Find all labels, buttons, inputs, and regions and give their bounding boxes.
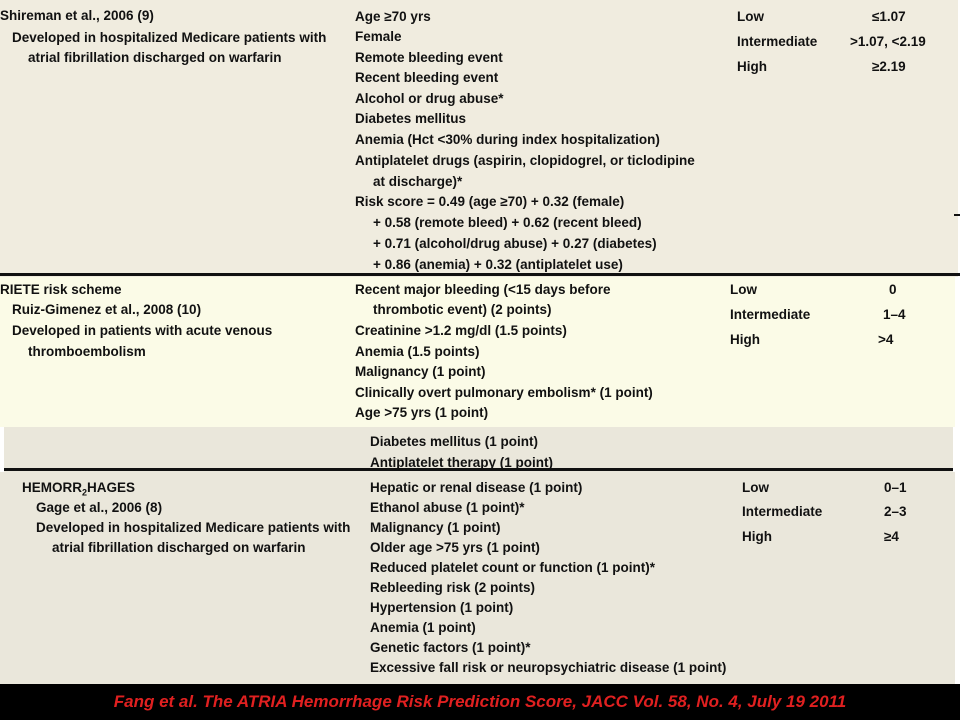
shireman-study-line-1: Developed in hospitalized Medicare patients with [12,30,327,45]
riete-study-line-2: Developed in patients with acute venous [12,323,273,338]
shireman-study-line-2: atrial fibrillation discharged on warfarin [28,50,282,65]
shireman-factor: + 0.86 (anemia) + 0.32 (antiplatelet use) [373,257,623,272]
hemorrhages-study-line-1: Gage et al., 2006 (8) [36,500,163,515]
shireman-factor: Age ≥70 yrs [355,9,431,24]
hemorrhages-study-line-2: Developed in hospitalized Medicare patients with [36,520,351,535]
hemorrhages-category-value: 0–1 [884,480,907,495]
riete-title: RIETE risk scheme [0,282,122,297]
hemorrhages-category-label: Intermediate [742,504,823,519]
hemorrhages-factor: Reduced platelet count or function (1 point)* [370,560,655,575]
citation-text: Fang et al. The ATRIA Hemorrhage Risk Prediction Score, JACC Vol. 58, No. 4, July 19 2011 [113,692,847,711]
hemorrhages-category-value: 2–3 [884,504,907,519]
riete-category-label: Low [730,282,757,297]
hemorrhages-factor: Genetic factors (1 point)* [370,640,531,655]
shireman-factor: Antiplatelet drugs (aspirin, clopidogrel, or ticlodipine [355,153,695,168]
shireman-factor: Recent bleeding event [355,70,499,85]
riete-factor: Creatinine >1.2 mg/dl (1.5 points) [355,323,567,338]
riete-factor: Malignancy (1 point) [355,364,486,379]
divider-top [0,273,960,276]
riete-factor: Recent major bleeding (<15 days before [355,282,611,297]
hemorrhages-factor: Older age >75 yrs (1 point) [370,540,540,555]
shireman-category-value: ≤1.07 [872,9,906,24]
hemorrhages-category-label: Low [742,480,769,495]
shireman-factor: Female [355,29,402,44]
hemorrhages-factor: Malignancy (1 point) [370,520,501,535]
shireman-factor: Diabetes mellitus [355,111,467,126]
hemorrhages-title-main: HEMORR [22,480,82,495]
hemorrhages-title-sub: 2 [82,487,88,498]
shireman-category-label: High [737,59,767,74]
shireman-category-value: >1.07, <2.19 [850,34,926,49]
hemorrhages-category-value: ≥4 [884,529,899,544]
riete-category-label: Intermediate [730,307,811,322]
riete-study-line-1: Ruiz-Gimenez et al., 2008 (10) [12,302,202,317]
riete-factor: thrombotic event) (2 points) [373,302,552,317]
shireman-factor: Alcohol or drug abuse* [355,91,504,106]
shireman-category-value: ≥2.19 [872,59,906,74]
riete-category-value: 0 [889,282,897,297]
citation-footer [0,684,960,720]
riete-factor: Clinically overt pulmonary embolism* (1 point) [355,385,653,400]
hemorrhages-factor: Hepatic or renal disease (1 point) [370,480,583,495]
shireman-category-label: Intermediate [737,34,818,49]
shireman-factor: at discharge)* [373,174,463,189]
riete-study-line-3: thromboembolism [28,344,146,359]
shireman-factor: Risk score = 0.49 (age ≥70) + 0.32 (female) [355,194,625,209]
hemorrhages-factor: Rebleeding risk (2 points) [370,580,536,595]
overlap-factor: Antiplatelet therapy (1 point) [370,455,554,470]
shireman-category-label: Low [737,9,764,24]
overlap-factor: Diabetes mellitus (1 point) [370,434,539,449]
shireman-factor: Remote bleeding event [355,50,503,65]
riete-category-value: >4 [878,332,894,347]
shireman-title: Shireman et al., 2006 (9) [0,8,154,23]
divider-right-stub [954,214,960,216]
riete-category-label: High [730,332,760,347]
shireman-factor: Anemia (Hct <30% during index hospitalization) [355,132,660,147]
hemorrhages-factor: Anemia (1 point) [370,620,476,635]
hemorrhages-category-label: High [742,529,772,544]
riete-factor: Age >75 yrs (1 point) [355,405,489,420]
hemorrhages-factor: Excessive fall risk or neuropsychiatric disease (1 point) [370,660,727,675]
shireman-factor: + 0.71 (alcohol/drug abuse) + 0.27 (diabetes) [373,236,657,251]
hemorrhages-factor: Ethanol abuse (1 point)* [370,500,525,515]
hemorrhages-factor: Hypertension (1 point) [370,600,514,615]
hemorrhages-study-line-3: atrial fibrillation discharged on warfarin [52,540,306,555]
hemorrhages-title-rest: HAGES [87,480,136,495]
shireman-factor: + 0.58 (remote bleed) + 0.62 (recent bleed) [373,215,642,230]
riete-factor: Anemia (1.5 points) [355,344,480,359]
riete-category-value: 1–4 [883,307,906,322]
